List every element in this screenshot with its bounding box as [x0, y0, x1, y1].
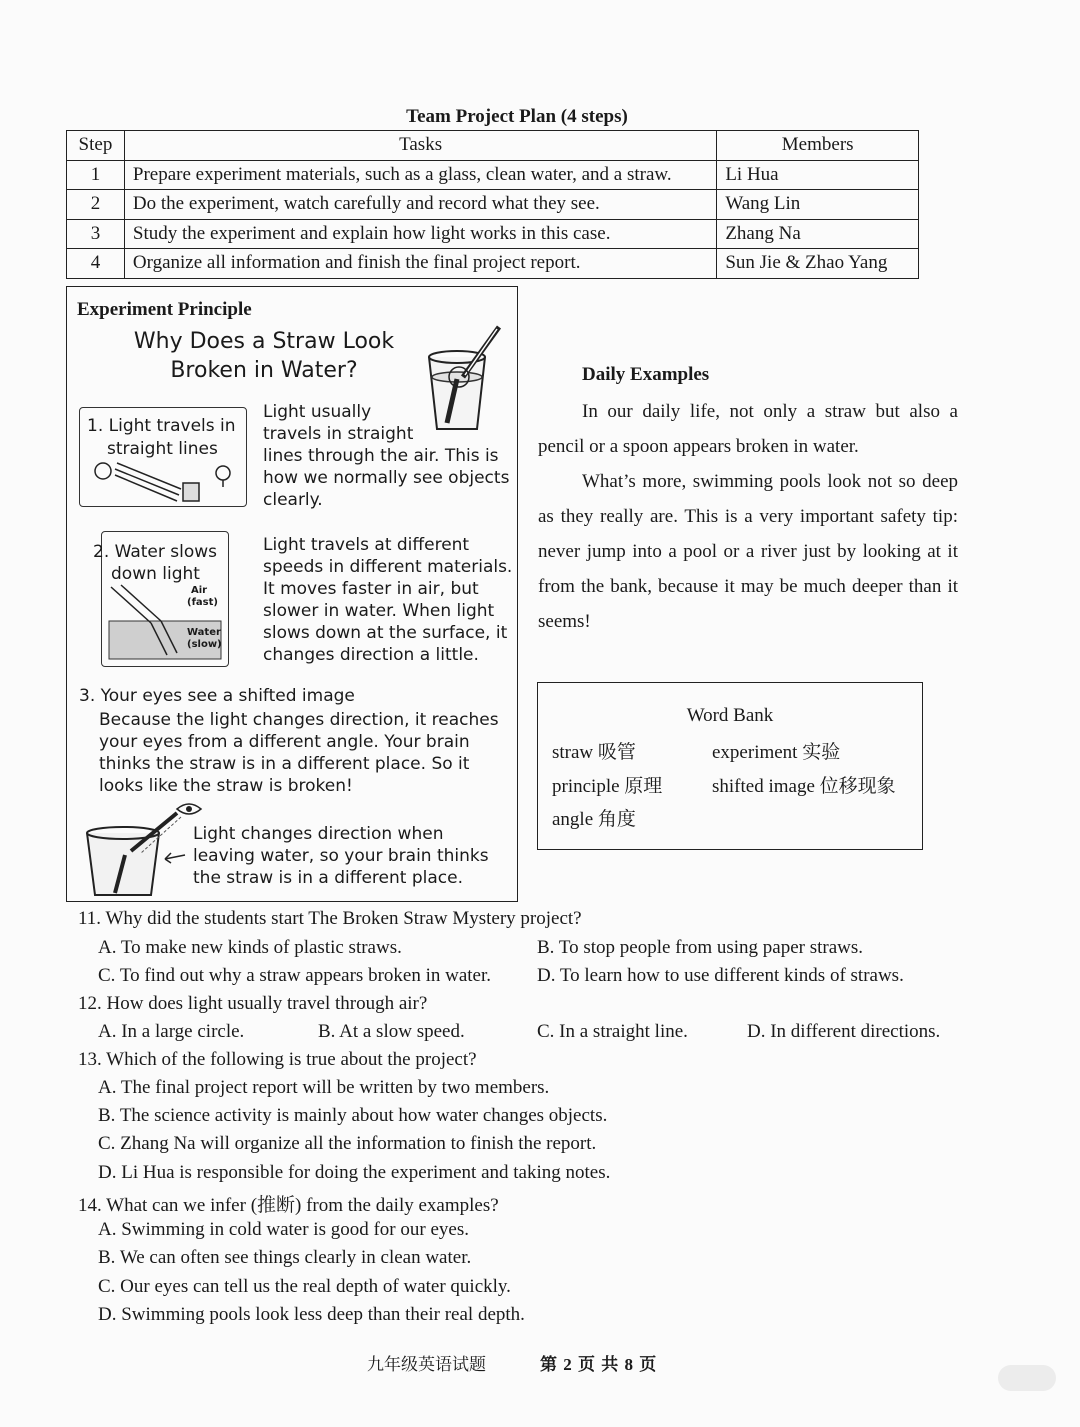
cell-task: Do the experiment, watch carefully and record what they see. [124, 190, 716, 220]
header-members: Members [717, 131, 919, 161]
daily-paragraph-1: In our daily life, not only a straw but also a pencil or a spoon appears broken in water. [538, 401, 958, 457]
light-rays-icon [89, 459, 239, 505]
principle-heading: Experiment Principle [77, 299, 252, 320]
text-line: Light changes direction when [193, 824, 444, 844]
word-bank-item: principle 原理 [552, 776, 663, 797]
question-13-option-d: D. Li Hua is responsible for doing the experiment and taking notes. [98, 1162, 611, 1183]
text-line: Light travels at different [263, 535, 470, 555]
s1-text [263, 401, 509, 511]
s3-text [99, 709, 499, 797]
word-bank [537, 682, 923, 850]
text-line: Light usually [263, 402, 372, 422]
daily-paragraph-2: What’s more, swimming pools look not so deep as they really are. This is a very important safety tip: never jump into a pool or a river just by looking at it from the bank, because it may be much deeper than it seems! [538, 471, 958, 632]
text-line: looks like the straw is broken! [99, 776, 353, 796]
text-line: your eyes from a different angle. Your brain [99, 732, 470, 752]
question-14-option-a: A. Swimming in cold water is good for our eyes. [98, 1219, 469, 1240]
plan-title: Team Project Plan (4 steps) [406, 106, 628, 127]
word-bank-item: angle 角度 [552, 809, 636, 830]
question-13-option-c: C. Zhang Na will organize all the information to finish the report. [98, 1133, 597, 1154]
text-line: slows down at the surface, it [263, 623, 508, 643]
text-line: slower in water. When light [263, 601, 495, 621]
header-tasks: Tasks [124, 131, 716, 161]
question-11-option-b: B. To stop people from using paper straws. [537, 937, 864, 958]
cell-members: Wang Lin [717, 190, 919, 220]
cell-members: Zhang Na [717, 219, 919, 249]
s1-label-a: 1. Light travels in [87, 416, 236, 436]
watermark-logo-icon [998, 1365, 1056, 1391]
question-12-option-a: A. In a large circle. [98, 1021, 245, 1042]
s2-water-label: Water [187, 627, 221, 638]
cell-step: 3 [67, 219, 125, 249]
question-13-stem: 13. Which of the following is true about the project? [78, 1049, 477, 1070]
s2-air-label: Air [191, 585, 208, 596]
text-line: leaving water, so your brain thinks [193, 846, 489, 866]
text-line: speeds in different materials. [263, 557, 513, 577]
table-row [67, 190, 919, 220]
eye-glass-icon [81, 795, 207, 899]
cell-step: 1 [67, 160, 125, 190]
header-step: Step [67, 131, 125, 161]
s2-label-a: 2. Water slows [93, 542, 218, 562]
principle-box [66, 286, 518, 902]
question-13-option-a: A. The final project report will be written by two members. [98, 1077, 550, 1098]
question-14-option-d: D. Swimming pools look less deep than their real depth. [98, 1304, 525, 1325]
question-11-stem: 11. Why did the students start The Broken Straw Mystery project? [78, 908, 582, 929]
cell-task: Prepare experiment materials, such as a glass, clean water, and a straw. [124, 160, 716, 190]
s4-text [193, 823, 489, 889]
footer-exam-title: 九年级英语试题 [367, 1355, 486, 1374]
question-14-option-b: B. We can often see things clearly in clean water. [98, 1247, 472, 1268]
s2-water-slow-label: (slow) [187, 639, 222, 650]
question-12-option-d: D. In different directions. [747, 1021, 941, 1042]
table-row [67, 249, 919, 279]
principle-title [119, 327, 409, 385]
question-12-stem: 12. How does light usually travel through air? [78, 993, 428, 1014]
daily-body [538, 394, 958, 639]
word-bank-item: straw 吸管 [552, 742, 636, 763]
question-14-stem: 14. What can we infer (推断) from the daily examples? [78, 1195, 499, 1216]
text-line: lines through the air. This is [263, 446, 499, 466]
cell-task: Organize all information and finish the final project report. [124, 249, 716, 279]
text-line: changes direction a little. [263, 645, 479, 665]
word-bank-title: Word Bank [686, 705, 774, 726]
table-header-row [67, 131, 919, 161]
question-11-option-c: C. To find out why a straw appears broken in water. [98, 965, 492, 986]
text-line: how we normally see objects [263, 468, 510, 488]
cell-members: Sun Jie & Zhao Yang [717, 249, 919, 279]
cell-task: Study the experiment and explain how light works in this case. [124, 219, 716, 249]
question-12-option-c: C. In a straight line. [537, 1021, 688, 1042]
principle-title-line1: Why Does a Straw Look [133, 329, 395, 354]
cell-step: 2 [67, 190, 125, 220]
question-11-option-d: D. To learn how to use different kinds of straws. [537, 965, 904, 986]
footer-page-number: 第 2 页 共 8 页 [540, 1355, 658, 1374]
question-14-option-c: C. Our eyes can tell us the real depth of water quickly. [98, 1276, 511, 1297]
s2-air-fast-label: (fast) [187, 597, 218, 608]
water-refraction-icon [105, 583, 227, 663]
s3-heading: 3. Your eyes see a shifted image [79, 686, 355, 706]
question-11-option-a: A. To make new kinds of plastic straws. [98, 937, 402, 958]
text-line: thinks the straw is in a different place. So it [99, 754, 470, 774]
question-13-option-b: B. The science activity is mainly about how water changes objects. [98, 1105, 608, 1126]
text-line: clearly. [263, 490, 323, 510]
plan-table [66, 130, 919, 279]
text-line: Because the light changes direction, it reaches [99, 710, 499, 730]
text-line: the straw is in a different place. [193, 868, 463, 888]
word-bank-item: shifted image 位移现象 [712, 776, 896, 797]
daily-heading: Daily Examples [582, 364, 710, 385]
s2-text [263, 534, 512, 666]
table-row [67, 160, 919, 190]
cell-members: Li Hua [717, 160, 919, 190]
cell-step: 4 [67, 249, 125, 279]
text-line: It moves faster in air, but [263, 579, 479, 599]
table-row [67, 219, 919, 249]
s1-label-b: straight lines [107, 439, 218, 459]
s2-label-b: down light [111, 564, 200, 584]
principle-title-line2: Broken in Water? [170, 358, 358, 383]
text-line: travels in straight [263, 424, 414, 444]
word-bank-item: experiment 实验 [712, 742, 841, 763]
question-12-option-b: B. At a slow speed. [318, 1021, 465, 1042]
